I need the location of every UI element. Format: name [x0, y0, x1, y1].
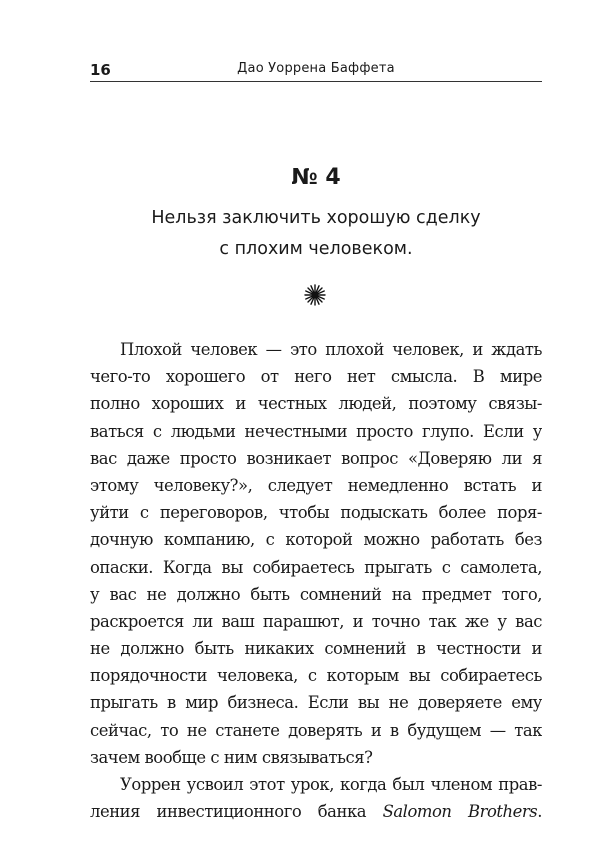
page-number: 16	[90, 61, 111, 79]
text-line: у вас не должно быть сомнений на предмет того,	[90, 584, 542, 604]
text-line: Уоррен усвоил этот урок, когда был членом прав-	[120, 775, 542, 794]
text-line: сейчас, то не станете доверять и в будущем — так	[90, 720, 542, 740]
star-ornament-icon	[304, 284, 326, 306]
text-line: Плохой человек — это плохой человек, и ждать	[120, 340, 542, 359]
text-line: полно хороших и честных людей, поэтому связы-	[90, 394, 542, 414]
text-line: этому человеку?», следует немедленно встать и	[90, 475, 542, 495]
text-line: чего-то хорошего от него нет смысла. В мире	[90, 367, 542, 387]
running-header	[90, 59, 542, 82]
text-line: порядочности человека, с которым вы собираетесь	[90, 666, 542, 686]
bank-name: Salomon Brothers	[382, 802, 538, 822]
chapter-title-line-1: Нельзя заключить хорошую сделку	[151, 208, 481, 228]
text-line: раскроется ли ваш парашют, и точно так же у вас	[90, 611, 542, 631]
text-line: зачем вообще с ним связываться?	[90, 747, 373, 767]
text-fragment: ления инвестиционного банка	[90, 802, 367, 822]
text-line: уйти с переговоров, чтобы подыскать более поря-	[90, 503, 542, 523]
text-line: вас даже просто возникает вопрос «Доверяю ли я	[90, 448, 542, 468]
body-text	[90, 336, 542, 825]
text-line: дочную компанию, с которой можно работать без	[90, 530, 542, 550]
text-line: опаски. Когда вы собираетесь прыгать с самолета,	[90, 557, 542, 577]
chapter-title	[90, 203, 542, 265]
text-line: ваться с людьми нечестными просто глупо. Если у	[90, 421, 542, 441]
text-line: не должно быть никаких сомнений в честности и	[90, 639, 542, 659]
chapter-title-line-2: с плохим человеком.	[219, 239, 413, 259]
text-line-last	[90, 798, 542, 825]
text-fragment: .	[537, 802, 542, 822]
chapter-number: № 4	[291, 165, 341, 190]
running-title: Дао Уоррена Баффета	[237, 61, 395, 76]
text-line: прыгать в мир бизнеса. Если вы не доверяете ему	[90, 693, 542, 713]
